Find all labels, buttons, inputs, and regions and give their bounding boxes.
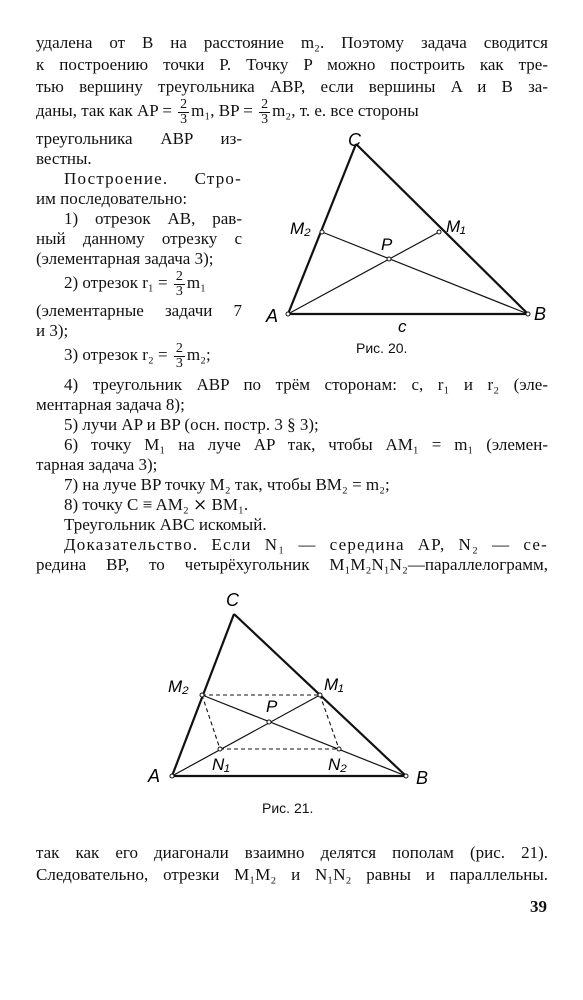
fig20-label-c: C — [348, 130, 361, 150]
fig20-label-a: A — [266, 306, 279, 326]
fraction-3-den: 3 — [175, 283, 183, 299]
fraction-2 — [259, 98, 270, 127]
fig21-point-n2 — [337, 747, 341, 751]
fig21-label-a: A — [148, 766, 161, 786]
left-line-11-prefix: 3) отрезок r₂ = — [64, 345, 168, 364]
step-8: 8) точку C ≡ AM₂ ⨯ BM₁. — [64, 495, 249, 514]
left-line-7: (элементарная задача 3); — [36, 249, 214, 268]
fig21-label-b: B — [416, 768, 429, 788]
step-6-cont: тарная задача 3); — [36, 455, 158, 474]
step-4-cont: ментарная задача 8); — [36, 395, 185, 414]
left-line-9: (элементарные задачи 7 — [36, 301, 242, 320]
left-line-10: и 3); — [36, 321, 69, 340]
left-line-3: Построение. Стро- — [64, 169, 242, 188]
left-line-11-suffix: m₂; — [186, 345, 211, 364]
figure-21 — [140, 586, 440, 796]
fig21-label-m2: M₂ — [168, 677, 189, 696]
fig20-side-bc — [356, 144, 528, 314]
left-line-5: 1) отрезок AB, рав- — [64, 209, 242, 228]
fig20-label-m1: M₁ — [446, 217, 466, 236]
fig21-point-m1 — [318, 693, 322, 697]
proof-line-1: Доказательство. Если N₁ — середина AP, N₂ — се- — [64, 535, 548, 554]
fig21-label-n1: N₁ — [212, 755, 230, 774]
text-line-2: к построению точки P. Точку P можно построить как тре- — [36, 55, 548, 74]
fraction-4 — [174, 342, 185, 371]
fig20-point-m2 — [320, 230, 324, 234]
fig21-dash-m2n1 — [202, 695, 220, 749]
figure-20-caption: Рис. 20. — [356, 340, 408, 356]
fig20-label-c-side: c — [398, 317, 407, 334]
text-line-1: удалена от B на расстояние m₂. Поэтому задача сводится — [36, 33, 548, 52]
fraction-2-num: 2 — [261, 96, 269, 112]
fraction-4-den: 3 — [175, 355, 183, 371]
text-line-3: тью вершину треугольника ABP, если вершины A и B за- — [36, 77, 548, 96]
fraction-1 — [178, 98, 189, 127]
left-line-8 — [64, 264, 206, 302]
fig20-point-p — [387, 257, 391, 261]
fraction-1-num: 2 — [180, 96, 188, 112]
fig21-label-n2: N₂ — [328, 755, 347, 774]
left-line-1: треугольника ABP из- — [36, 129, 242, 148]
line4-prefix: даны, так как AP = — [36, 101, 172, 120]
fig21-point-n1 — [218, 747, 222, 751]
left-line-4: им последовательно: — [36, 189, 188, 208]
fig21-label-m1: M₁ — [324, 675, 344, 694]
left-line-8-suffix: m₁ — [186, 273, 207, 292]
fig20-median-am1 — [288, 232, 439, 314]
fig20-median-bm2 — [322, 232, 528, 314]
fig20-point-m1 — [437, 230, 441, 234]
end-line-2: Следовательно, отрезки M₁M₂ и N₁N₂ равны и параллельны. — [36, 865, 548, 884]
conclusion-line: Треугольник ABC искомый. — [64, 515, 267, 534]
fraction-2-den: 3 — [261, 111, 269, 127]
left-line-6: ный данному отрезку c — [36, 229, 242, 248]
fig21-median-am1 — [172, 695, 320, 776]
fig21-label-p: P — [266, 697, 278, 716]
fig20-point-b — [526, 312, 530, 316]
fraction-1-den: 3 — [180, 111, 188, 127]
line4-suffix: m₂, т. е. все стороны — [272, 101, 419, 120]
figure-21-caption: Рис. 21. — [262, 800, 314, 816]
fraction-3 — [174, 270, 185, 299]
fig20-label-b: B — [534, 304, 547, 324]
figure-20 — [262, 128, 562, 334]
fig21-median-bm2 — [202, 695, 406, 776]
left-line-8-prefix: 2) отрезок r₁ = — [64, 273, 168, 292]
step-4: 4) треугольник ABP по трём сторонам: c, r₁ и r₂ (эле- — [64, 375, 548, 394]
fig21-label-c: C — [226, 590, 239, 610]
fig20-label-m2: M₂ — [290, 219, 311, 238]
proof-line-2: редина BP, то четырёхугольник M₁M₂N₁N₂—параллелограмм, — [36, 555, 548, 574]
step-7: 7) на луче BP точку M₂ так, чтобы BM₂ = m₂; — [64, 475, 390, 494]
left-line-2: вестны. — [36, 149, 92, 168]
fraction-3-num: 2 — [175, 268, 183, 284]
end-line-1: так как его диагонали взаимно делятся пополам (рис. 21). — [36, 843, 548, 862]
fig21-point-p — [267, 720, 271, 724]
text-line-4 — [36, 92, 548, 130]
line4-mid: m₁, BP = — [191, 101, 253, 120]
fraction-4-num: 2 — [175, 340, 183, 356]
left-line-11 — [64, 336, 211, 374]
fig20-label-p: P — [381, 235, 393, 254]
fig21-point-a — [170, 774, 174, 778]
page-number: 39 — [530, 897, 547, 916]
step-5: 5) лучи AP и BP (осн. постр. 3 § 3); — [64, 415, 319, 434]
step-6: 6) точку M₁ на луче AP так, чтобы AM₁ = m₁ (элемен- — [64, 435, 548, 454]
fig21-point-m2 — [200, 693, 204, 697]
fig20-point-a — [286, 312, 290, 316]
fig21-point-b — [404, 774, 408, 778]
